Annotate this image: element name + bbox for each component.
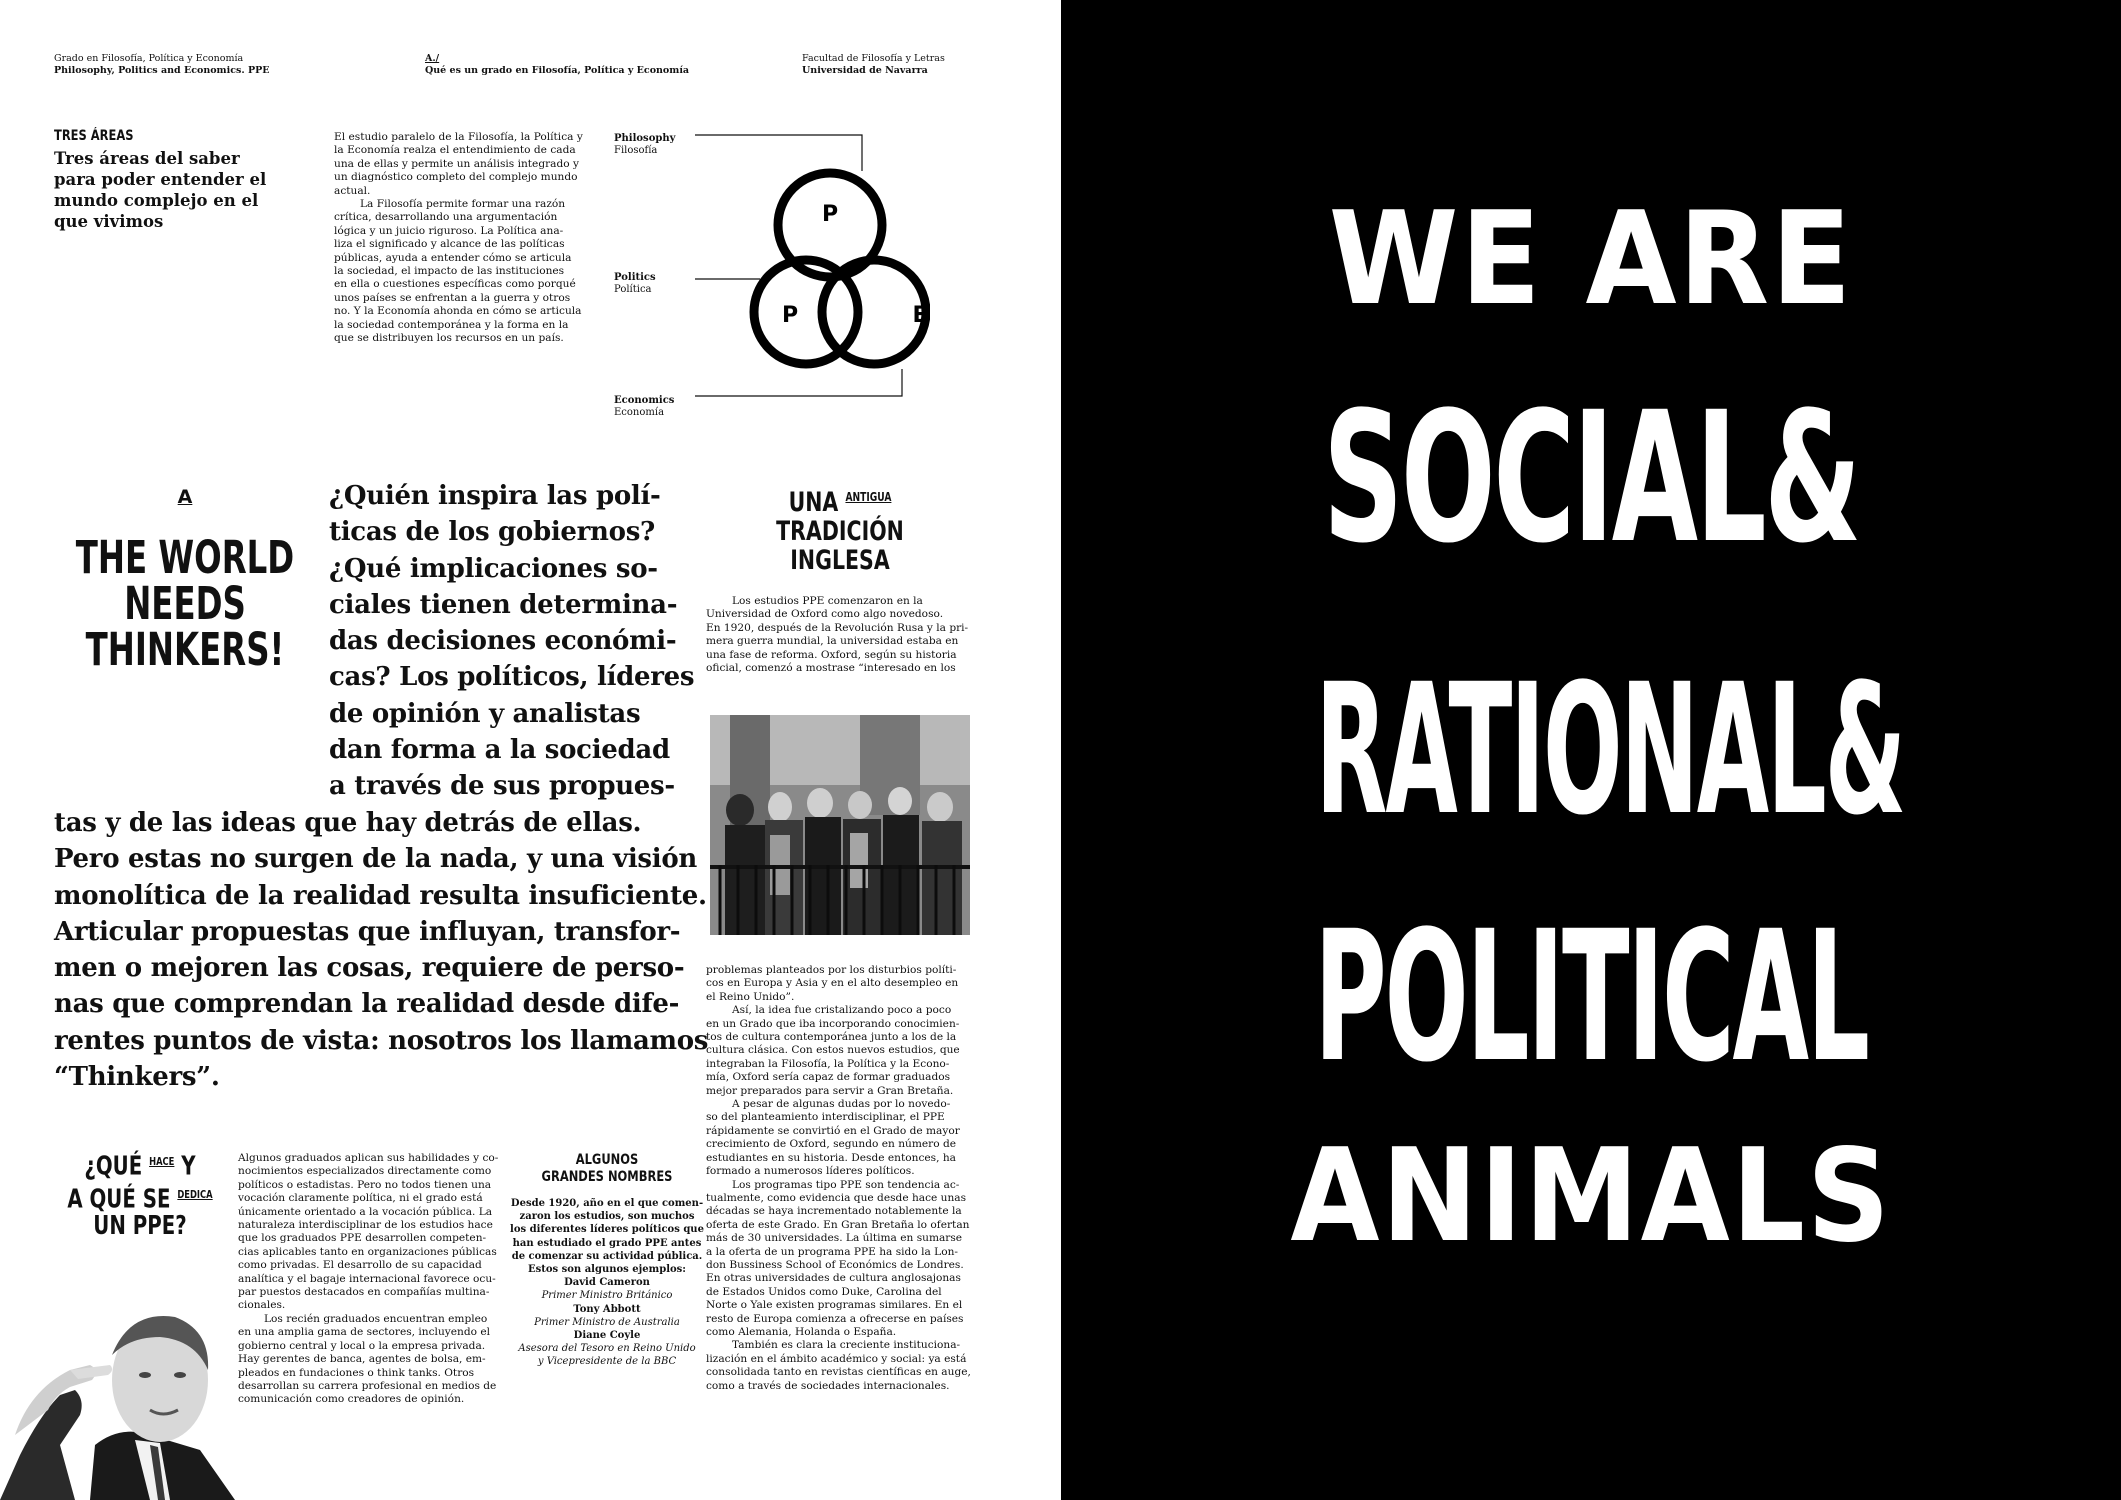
philosophy-leader-line	[695, 135, 862, 171]
que-line2	[64, 1181, 216, 1214]
algunos-intro-line: Estos son algunos ejemplos:	[527, 1264, 686, 1276]
tradicion-line2: TRADICIÓN	[776, 516, 904, 547]
quote-line: Articular propuestas que influyan, transfor-	[54, 916, 681, 947]
body-line: el Reino Unido”.	[706, 990, 795, 1003]
quote-line: ticas de los gobiernos?	[329, 517, 655, 548]
header-left-line2: Philosophy, Politics and Economics. PPE	[54, 65, 270, 76]
body-line: nocimientos especializados directamente como	[238, 1165, 492, 1178]
poster-line-social: SOCIAL&	[1322, 374, 1860, 583]
algunos-body	[507, 1197, 707, 1369]
person-name: Diane Coyle	[573, 1330, 641, 1342]
quote-line: tas y de las ideas que hay detrás de ellas.	[54, 808, 642, 838]
venn-letter-left: P	[781, 303, 799, 328]
body-line: únicamente orientado a la vocación pública. La	[238, 1205, 493, 1218]
poster-line-political: POLITICAL	[1314, 893, 1868, 1102]
body-line: vocación claramente política, ni el grado está	[238, 1192, 483, 1205]
body-line: crítica, desarrollando una argumentación	[334, 211, 558, 224]
algunos-title-line2: GRANDES NOMBRES	[541, 1169, 673, 1185]
tres-areas-kicker: TRES ÁREAS	[54, 128, 134, 144]
body-line: estudiantes en su historia. Desde entonces, ha	[706, 1151, 956, 1164]
header-right	[802, 53, 945, 77]
person-role: Primer Ministro Británico	[541, 1290, 673, 1302]
poster-line-we-are: WE ARE	[1328, 185, 1854, 334]
body-line: Los programas tipo PPE son tendencia ac-	[732, 1178, 960, 1191]
person-role: y Vicepresidente de la BBC	[537, 1356, 677, 1368]
body-line: cos en Europa y Asia y en el alto desempleo en	[706, 977, 959, 990]
body-line: en ella o cuestiones específicas como porqué	[334, 278, 576, 291]
body-line: tualmente, como evidencia que desde hace unas	[706, 1191, 967, 1204]
que-word: A QUÉ SE	[67, 1184, 171, 1215]
philosophy-es: Filosofía	[614, 145, 658, 156]
body-line: cionales.	[238, 1299, 286, 1312]
economics-leader-line	[695, 369, 902, 396]
body-line: mejor preparados para servir a Gran Bretaña.	[706, 1084, 954, 1097]
que-word: ¿QUÉ	[84, 1151, 143, 1182]
tradicion-line3: INGLESA	[790, 545, 890, 576]
body-line: problemas planteados por los disturbios políti-	[706, 964, 957, 976]
person-name: David Cameron	[564, 1277, 650, 1289]
quote-line: a través de sus propues-	[329, 771, 675, 802]
header-left-line1: Grado en Filosofía, Política y Economía	[54, 53, 244, 64]
body-line: resto de Europa comienza a ofrecerse en países	[706, 1312, 964, 1325]
body-line: la sociedad contemporánea y la forma en la	[334, 318, 569, 331]
tradicion-body-top	[706, 595, 976, 675]
body-line: pleados en fundaciones o think tanks. Otros	[238, 1366, 475, 1379]
tradicion-sup-antigua: ANTIGUA	[845, 490, 892, 504]
algunos-title	[517, 1152, 697, 1186]
tradicion-word-una: UNA	[788, 487, 839, 518]
body-line: comunicación como creadores de opinión.	[238, 1393, 465, 1406]
body-line: También es clara la creciente instituciona-	[732, 1339, 961, 1352]
header-center	[425, 53, 689, 77]
body-line: formado a numerosos líderes políticos.	[706, 1165, 915, 1178]
body-line: políticos o estadistas. Pero no todos tienen una	[238, 1178, 492, 1191]
ppe-venn-diagram	[690, 125, 930, 425]
economics-circle	[822, 260, 926, 364]
header-section-number: A./	[425, 53, 440, 64]
body-line: Hay gerentes de banca, agentes de bolsa, em-	[238, 1353, 486, 1366]
title-line: NEEDS	[124, 577, 246, 630]
body-line: oficial, comenzó a mostrase “interesado en los	[706, 662, 956, 675]
body-line: so del planteamiento interdisciplinar, el PPE	[706, 1111, 945, 1124]
body-line: Los estudios PPE comenzaron en la	[732, 595, 923, 607]
venn-letter-right: E	[912, 303, 928, 328]
venn-label-economics	[614, 395, 674, 419]
body-line: un diagnóstico completo del complejo mundo	[334, 171, 578, 184]
body-line: En 1920, después de la Revolución Rusa y la pri-	[706, 621, 969, 634]
quote-line: rentes puntos de vista: nosotros los llamamos	[54, 1025, 709, 1056]
politician-pointing-photo	[0, 1275, 250, 1500]
body-line: A pesar de algunas dudas por lo novedo-	[732, 1098, 951, 1111]
body-line: en una amplia gama de sectores, incluyendo el	[238, 1326, 491, 1339]
quote-line: monolítica de la realidad resulta insuficiente.	[54, 880, 707, 911]
body-line: de Estados Unidos como Duke, Carolina del	[706, 1285, 942, 1298]
body-line: Así, la idea fue cristalizando poco a poco	[732, 1004, 952, 1017]
body-line: analítica y el bagaje internacional favorece ocu-	[238, 1272, 496, 1285]
que-hace-title	[40, 1148, 240, 1240]
body-line: don Bussiness School of Económics de Londres.	[706, 1258, 964, 1271]
body-line: El estudio paralelo de la Filosofía, la Política y	[334, 131, 583, 143]
venn-label-philosophy	[614, 133, 675, 157]
header-section-title: Qué es un grado en Filosofía, Política y Economía	[425, 65, 690, 76]
title-line: THINKERS!	[85, 623, 285, 676]
header-right-line2: Universidad de Navarra	[802, 65, 928, 76]
economics-es: Economía	[614, 407, 665, 418]
body-line: liza el significado y alcance de las políticas	[334, 238, 565, 251]
body-line: más de 30 universidades. La última en sumarse	[706, 1232, 963, 1245]
quote-line: nas que comprendan la realidad desde dife-	[54, 989, 680, 1020]
oxford-graduates-photo	[710, 715, 970, 935]
graduados-body	[238, 1152, 513, 1407]
intro-body	[334, 131, 614, 346]
right-page-poster	[1061, 0, 2121, 1500]
body-line: lógica y un juicio riguroso. La Política ana-	[334, 224, 564, 237]
person-role: Asesora del Tesoro en Reino Unido	[518, 1343, 696, 1355]
body-line: En otras universidades de cultura anglosajonas	[706, 1272, 961, 1285]
body-line: Algunos graduados aplican sus habilidades y co-	[238, 1152, 499, 1164]
tres-areas-title-line: mundo complejo en el	[54, 191, 259, 210]
body-line: integraban la Filosofía, la Política y la Econo-	[706, 1057, 950, 1070]
algunos-intro-line: los diferentes líderes políticos que	[510, 1224, 704, 1236]
body-line: tos de cultura contemporánea junto a los de la	[706, 1031, 957, 1044]
body-line: La Filosofía permite formar una razón	[360, 198, 566, 211]
quote-narrow-block	[329, 478, 694, 805]
politics-es: Política	[614, 284, 652, 295]
quote-line: Pero estas no surgen de la nada, y una visión	[54, 844, 697, 875]
body-line: la Economía realza el entendimiento de cada	[334, 144, 576, 157]
body-line: públicas, ayuda a entender cómo se articula	[334, 251, 572, 264]
body-line: como a través de sociedades internacionales.	[706, 1379, 950, 1392]
header-right-line1: Facultad de Filosofía y Letras	[802, 53, 945, 64]
tres-areas-title-line: que vivimos	[54, 212, 164, 231]
body-line: en un Grado que iba incorporando conocimien-	[706, 1017, 960, 1030]
algunos-intro-line: Desde 1920, año en el que comen-	[510, 1198, 704, 1209]
body-line: desarrollan su carrera profesional en medios de	[238, 1379, 497, 1392]
body-line: actual.	[334, 184, 371, 197]
body-line: como Alemania, Holanda o España.	[706, 1325, 897, 1338]
body-line: Universidad de Oxford como algo novedoso.	[706, 608, 944, 621]
venn-letter-top: P	[821, 202, 839, 227]
tradicion-body-bottom	[706, 964, 976, 1393]
person-role: Primer Ministro de Australia	[534, 1316, 680, 1328]
que-word-y: Y	[181, 1151, 196, 1182]
body-line: par puestos destacados en compañías multina-	[238, 1286, 490, 1299]
header-left	[54, 53, 270, 77]
body-line: crecimiento de Oxford, segundo en número de	[706, 1138, 957, 1151]
tradicion-line1	[749, 483, 931, 517]
quote-line: cas? Los políticos, líderes	[329, 662, 695, 693]
body-line: mera guerra mundial, la universidad estaba en	[706, 635, 959, 648]
body-line: Los recién graduados encuentran empleo	[264, 1312, 488, 1325]
body-line: naturaleza interdisciplinar de los estudios hace	[238, 1219, 493, 1232]
body-line: rápidamente se convirtió en el Grado de mayor	[706, 1124, 960, 1137]
title-line: THE WORLD	[75, 531, 295, 584]
que-sup-dedica: DEDICA	[177, 1187, 213, 1201]
section-letter: A	[177, 486, 193, 508]
quote-line: de opinión y analistas	[329, 698, 641, 729]
world-needs-thinkers-title	[30, 531, 340, 676]
body-line: Norte o Yale existen programas similares. En el	[706, 1299, 963, 1312]
body-line: décadas se haya incrementado notablemente la	[706, 1205, 962, 1218]
poster-line-animals: ANIMALS	[1290, 1122, 1892, 1271]
quote-line: dan forma a la sociedad	[329, 735, 670, 766]
body-line: consolidada tanto en revistas científicas en auge,	[706, 1366, 971, 1379]
tradicion-title	[720, 483, 960, 575]
body-line: que se distribuyen los recursos en un país.	[334, 332, 564, 345]
algunos-intro-line: de comenzar su actividad pública.	[511, 1250, 703, 1262]
philosophy-en: Philosophy	[614, 133, 676, 144]
venn-label-politics	[614, 272, 656, 296]
poster-line-rational: RATIONAL&	[1315, 646, 1905, 855]
que-sup-hace: HACE	[149, 1155, 175, 1168]
quote-line: ¿Qué implicaciones so-	[329, 553, 658, 584]
tres-areas-title-line: Tres áreas del saber	[54, 149, 240, 168]
body-line: cultura clásica. Con estos nuevos estudios, que	[706, 1044, 960, 1057]
body-line: la sociedad, el impacto de las instituciones	[334, 265, 565, 278]
quote-line: men o mejoren las cosas, requiere de perso-	[54, 953, 685, 984]
tres-areas-title-line: para poder entender el	[54, 170, 267, 189]
que-line3: UN PPE?	[93, 1211, 187, 1242]
que-line1	[64, 1148, 216, 1181]
tres-areas-title	[54, 148, 294, 232]
person-name: Tony Abbott	[573, 1303, 641, 1315]
algunos-title-line1: ALGUNOS	[575, 1152, 639, 1168]
body-line: oferta de este Grado. En Gran Bretaña lo ofertan	[706, 1218, 970, 1231]
body-line: a la oferta de un programa PPE ha sido la Lon-	[706, 1245, 958, 1258]
body-line: una de ellas y permite un análisis integrado y	[334, 157, 579, 170]
body-line: unos países se enfrentan a la guerra y otros	[334, 291, 571, 304]
quote-wide-block	[54, 805, 708, 1095]
body-line: una fase de reforma. Oxford, según su historia	[706, 648, 957, 661]
body-line: que los graduados PPE desarrollen competen-	[238, 1232, 487, 1245]
body-line: como privadas. El desarrollo de su capacidad	[238, 1259, 482, 1272]
body-line: lización en el ámbito académico y social: ya está	[706, 1352, 967, 1365]
quote-line: ¿Quién inspira las polí-	[329, 481, 661, 511]
body-line: gobierno central y local o la empresa privada.	[238, 1339, 486, 1352]
economics-en: Economics	[614, 395, 675, 406]
quote-line: “Thinkers”.	[54, 1062, 220, 1093]
body-line: mía, Oxford sería capaz de formar graduados	[706, 1071, 951, 1084]
quote-line: das decisiones económi-	[329, 626, 677, 657]
body-line: no. Y la Economía ahonda en cómo se articula	[334, 305, 582, 318]
politics-en: Politics	[614, 272, 656, 283]
algunos-intro-line: han estudiado el grado PPE antes	[512, 1237, 702, 1249]
quote-line: ciales tienen determina-	[329, 589, 678, 620]
body-line: cias aplicables tanto en organizaciones públicas	[238, 1245, 497, 1258]
algunos-intro-line: zaron los estudios, son muchos	[519, 1211, 695, 1223]
